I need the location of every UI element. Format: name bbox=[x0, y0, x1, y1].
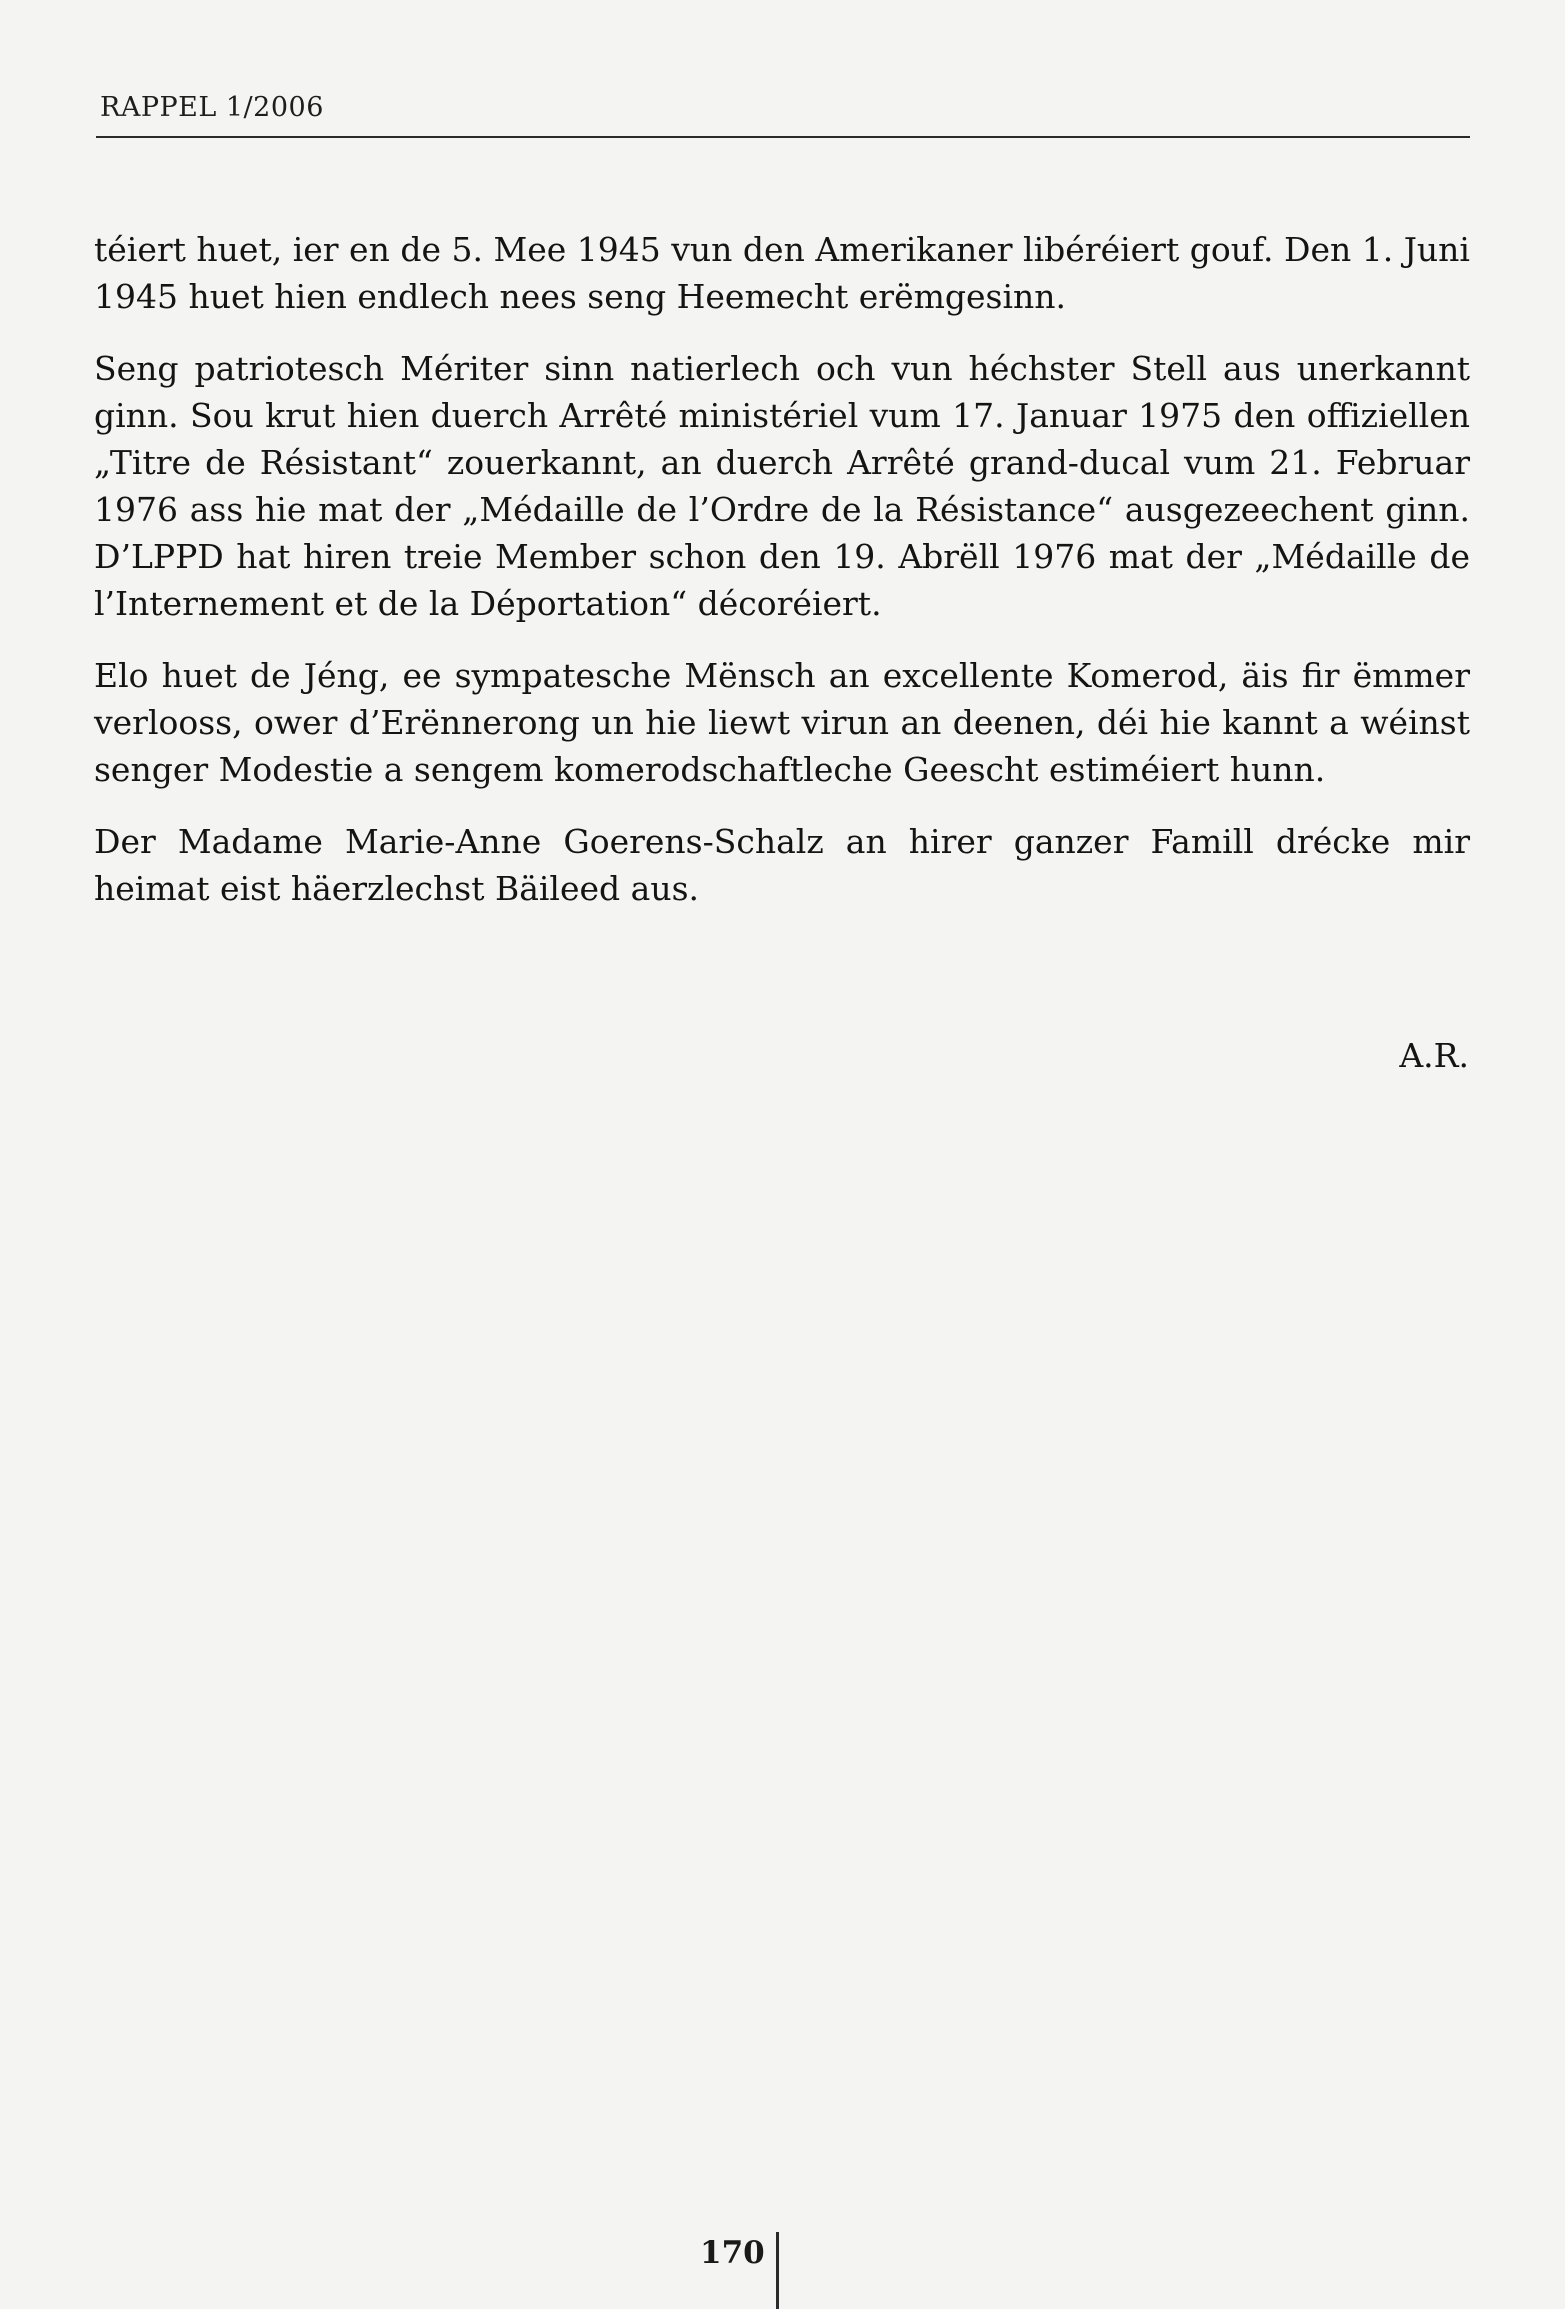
header-rule bbox=[96, 136, 1470, 138]
paragraph: téiert huet, ier en de 5. Mee 1945 vun den Amerikaner libéréiert gouf. Den 1. Juni 1945 huet hien endlech nees seng Heemecht erëmgesinn. bbox=[94, 230, 1470, 316]
article-body bbox=[94, 226, 1470, 937]
paragraph: Elo huet de Jéng, ee sympatesche Mënsch an excellente Komerod, äis fir ëmmer verlooss, ower d’Erënnerong un hie liewt virun an deenen, déi hie kannt a wéinst senger Modestie a sengem komerodschaftleche Geescht estiméiert hunn. bbox=[94, 656, 1470, 789]
page-number: 170 bbox=[700, 2235, 765, 2271]
paragraph: Seng patriotesch Mériter sinn natierlech och vun héchster Stell aus unerkannt ginn. Sou krut hien duerch Arrêté ministériel vum 17. Januar 1975 den offiziellen „Titre de Résistant“ zouerkannt, an duerch Arrêté grand-ducal vum 21. Februar 1976 ass hie mat der „Médaille de l’Ordre de la Résistance“ ausgezeechent ginn. D’LPPD hat hiren treie Member schon den 19. Abrëll 1976 mat der „Médaille de l’Internement et de la Déportation“ décoréiert. bbox=[94, 349, 1470, 623]
running-header: RAPPEL 1/2006 bbox=[100, 92, 324, 123]
author-signature: A.R. bbox=[1399, 1036, 1469, 1075]
page-number-tick bbox=[776, 2232, 779, 2309]
paragraph: Der Madame Marie-Anne Goerens-Schalz an hirer ganzer Famill drécke mir heimat eist häerzlechst Bäileed aus. bbox=[94, 822, 1470, 908]
